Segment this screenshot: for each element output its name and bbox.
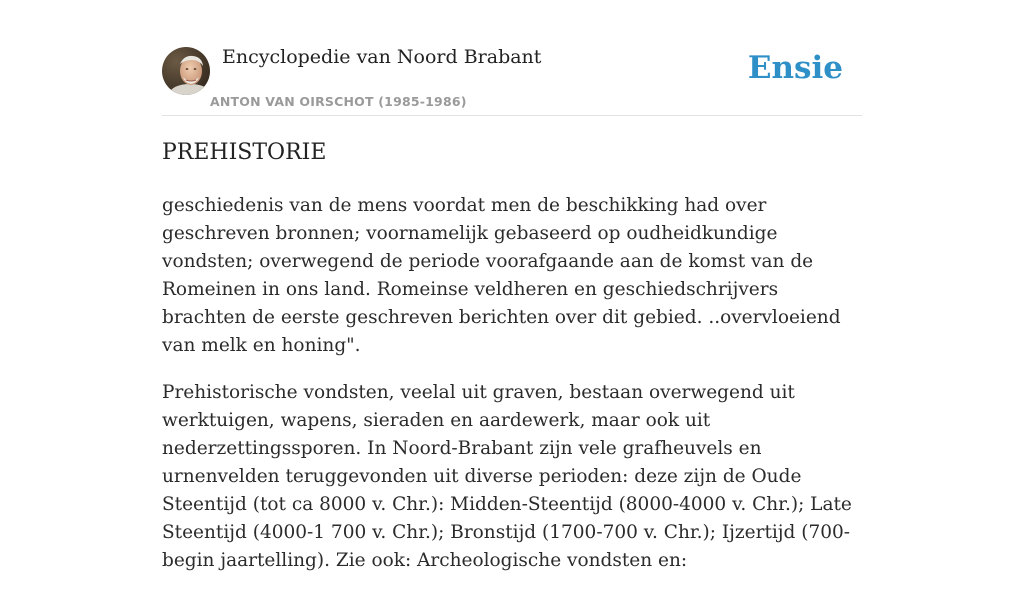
entry-headword: PREHISTORIE	[162, 140, 327, 165]
avatar-portrait	[162, 47, 210, 95]
entry-body	[162, 192, 862, 594]
brand-logo[interactable]: Ensie	[747, 50, 843, 86]
author-avatar[interactable]	[162, 47, 210, 95]
header	[162, 46, 862, 116]
entry-paragraph: Prehistorische vondsten, veelal uit graven, bestaan overwegend uit werktuigen, wapens, sieraden en aardewerk, maar ook uit nederzettingssporen. In Noord-Brabant zijn vele grafheuvels en urnenvelden teruggevonden uit diverse perioden: deze zijn de Oude Steentijd (tot ca 8000 v. Chr.): Midden-Steentijd (8000-4000 v. Chr.); Late Steentijd (4000-1 700 v. Chr.); Bronstijd (1700-700 v. Chr.); Ijzertijd (700-begin jaartelling). Zie ook: Archeologische vondsten en:	[162, 382, 852, 571]
author-name[interactable]: ANTON VAN OIRSCHOT (1985-1986)	[210, 94, 467, 109]
book-title[interactable]: Encyclopedie van Noord Brabant	[222, 46, 542, 68]
entry-paragraph: geschiedenis van de mens voordat men de beschikking had over geschreven bronnen; voornamelijk gebaseerd op oudheidkundige vondsten; overwegend de periode voorafgaande aan de komst van de Romeinen in ons land. Romeinse veldheren en geschiedschrijvers brachten de eerste geschreven berichten over dit gebied. ..overvloeiend van melk en honing".	[162, 195, 841, 356]
